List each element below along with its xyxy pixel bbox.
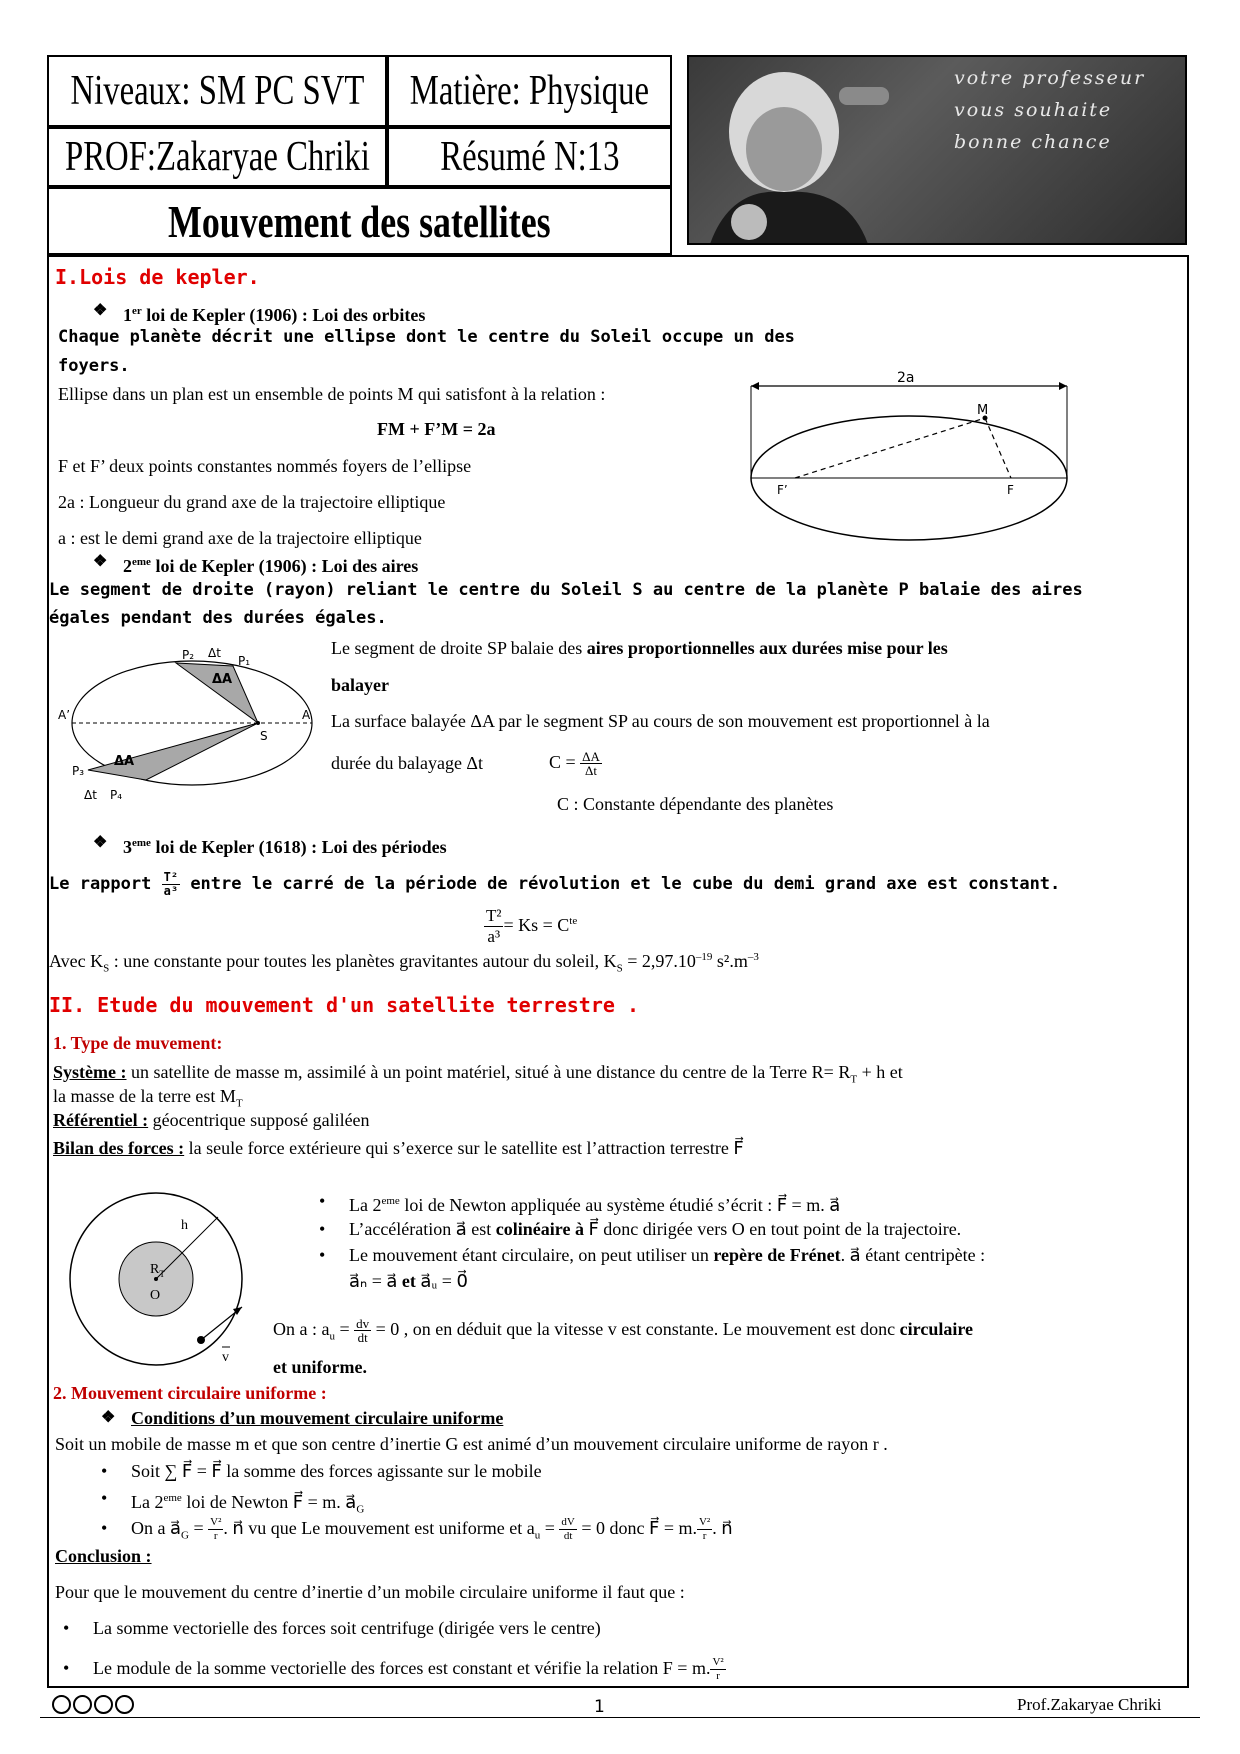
ellipse-relation: FM + F’M = 2a [377, 419, 496, 439]
frenet-components: a⃗ₙ = a⃗ et a⃗ᵤ = 0⃗ [349, 1271, 468, 1291]
law2-statement-1: Le segment de droite (rayon) reliant le centre du Soleil S au centre de la planète P balaie des aires [49, 580, 1083, 600]
conditions-title: ❖ Conditions d’un mouvement circulaire uniforme [131, 1407, 503, 1429]
levels-text: Niveaux: SM PC SVT [70, 68, 364, 114]
label-2a: 2a [897, 370, 915, 386]
subsection-2-title: 2. Mouvement circulaire uniforme : [53, 1383, 327, 1403]
teacher-chalkboard-photo [687, 55, 1187, 245]
subsection-1-title: 1. Type de muvement: [53, 1033, 223, 1053]
page-title: Mouvement des satellites [168, 195, 551, 247]
au-conclusion: et uniforme. [273, 1357, 367, 1377]
chalk-line-3: bonne chance [954, 131, 1112, 153]
chalk-line-2: vous souhaite [954, 99, 1113, 121]
prof-text: PROF:Zakaryae Chriki [64, 134, 370, 180]
page-number: 1 [594, 1697, 605, 1717]
satellite-orbit-figure [66, 1187, 266, 1387]
label-P2: P₂ [182, 648, 195, 662]
label-F-prime: F’ [777, 483, 788, 497]
conclusion-bullet-2: • Le module de la somme vectorielle des forces est constant et vérifie la relation F = m. $\frac{\text{V²}}{r}$ [93, 1650, 726, 1686]
referentiel-line: Référentiel : géocentrique supposé galiléen [53, 1110, 370, 1130]
section2-heading: II. Etude du mouvement d'un satellite terrestre . [49, 993, 640, 1017]
subject-cell [387, 55, 672, 127]
areas-figure [58, 633, 320, 803]
conclusion-label: Conclusion : [55, 1546, 152, 1566]
law3-statement: Le rapport $\frac{\text{T²}}{\text{a³}}$ entre le carré de la période de révolution et le cube du demi grand axe est constant. [49, 869, 1061, 898]
title-cell [47, 187, 672, 255]
law2-constant: C : Constante dépendante des planètes [557, 794, 834, 814]
chalk-line-1: votre professeur [954, 67, 1146, 89]
earth-mass-line: la masse de la terre est $M_T$ [53, 1086, 243, 1110]
conditions-text: Soit un mobile de masse m et que son centre d’inertie G est animé d’un mouvement circulaire uniforme de rayon r . [55, 1434, 888, 1454]
cc-license-icon [52, 1695, 134, 1714]
label-dA-bottom: ΔA [114, 754, 135, 769]
law2-statement-2: égales pendant des durées égales. [49, 608, 387, 628]
footer-rule [40, 1717, 1200, 1718]
sum-forces-bullet: • Soit ∑ F⃗ = F⃗ la somme des forces agissante sur le mobile [131, 1460, 542, 1482]
ks-definition: Avec $K_S$ : une constante pour toutes les planètes gravitantes autour du soleil, $K_S = 2,97.10^{-19}$ $s^2.m^{-3}$ [49, 951, 759, 975]
law2-formula: C = $\frac{\Delta A}{\Delta t}$ [549, 749, 600, 779]
au-derivation: On a : $a_u$ = $\frac{dv}{dt}$ = 0 , on en déduit que la vitesse v est constante. Le mouvement est donc circulaire [273, 1316, 973, 1346]
law1-title: ❖ 1er loi de Kepler (1906) : Loi des orbites [123, 300, 425, 326]
major-axis-definition: 2a : Longueur du grand axe de la trajectoire elliptique [58, 492, 446, 512]
label-A-prime: A’ [58, 708, 71, 722]
conclusion-text: Pour que le mouvement du centre d’inertie d’un mobile circulaire uniforme il faut que : [55, 1582, 685, 1602]
label-A: A [302, 708, 311, 722]
prof-cell [47, 127, 387, 187]
law3-title: ❖ 3eme loi de Kepler (1618) : Loi des périodes [123, 832, 447, 858]
section1-heading: I.Lois de kepler. [55, 265, 260, 289]
label-F: F [1007, 483, 1014, 497]
law1-statement-2: foyers. [58, 356, 130, 376]
resume-cell [387, 127, 672, 187]
semi-axis-definition: a : est le demi grand axe de la trajectoire elliptique [58, 528, 422, 548]
ellipse-figure [745, 368, 1075, 548]
footer-author: Prof.Zakaryae Chriki [1017, 1695, 1162, 1714]
acceleration-bullet: • On a $a⃗_G$ = $\frac{\text{V²}}{r}$ . n⃗ vu que Le mouvement est uniforme et $a_u$ = $\frac{dV}{dt}$ = 0 donc F⃗ = m. $\frac{\text{V²}}{r}$ . n⃗ [131, 1510, 733, 1554]
law2-text-1c: balayer [331, 675, 389, 695]
label-v: v [222, 1350, 229, 1365]
law2-text-2: La surface balayée ΔA par le segment SP au cours de son mouvement est proportionnel à la [331, 711, 990, 731]
newton-bullet: • La 2eme loi de Newton appliquée au système étudié s’écrit : F⃗ = m. a⃗ [349, 1190, 840, 1216]
resume-text: Résumé N:13 [439, 134, 620, 180]
label-h: h [181, 1218, 188, 1233]
label-dA-top: ΔA [212, 672, 233, 687]
ellipse-definition: Ellipse dans un plan est un ensemble de points M qui satisfont à la relation : [58, 384, 606, 404]
law2-title: ❖ 2eme loi de Kepler (1906) : Loi des aires [123, 551, 418, 577]
label-RT: $R_T$ [150, 1262, 165, 1279]
label-P4: P₄ [110, 788, 123, 802]
bilan-line: Bilan des forces : la seule force extérieure qui s’exerce sur le satellite est l’attraction terrestre F⃗ [53, 1138, 744, 1158]
law3-formula: $\frac{\text{T²}}{\text{a³}}$ = $Ks = C^{te}$ [486, 906, 578, 947]
foci-definition: F et F’ deux points constantes nommés foyers de l’ellipse [58, 456, 472, 476]
label-O: O [150, 1288, 161, 1303]
label-S: S [260, 729, 268, 743]
frenet-bullet: • Le mouvement étant circulaire, on peut utiliser un repère de Frénet. a⃗ étant centripète : [349, 1244, 985, 1266]
subject-text: Matière: Physique [409, 68, 650, 114]
law1-statement-1: Chaque planète décrit une ellipse dont le centre du Soleil occupe un des [58, 327, 795, 347]
law2-text-3: durée du balayage Δt [331, 753, 484, 773]
levels-cell [47, 55, 387, 127]
law2-text-1: Le segment de droite SP balaie des aires proportionnelles aux durées mise pour les [331, 638, 948, 658]
systeme-line: Système : un satellite de masse m, assimilé à un point matériel, situé à une distance du centre de la Terre $R= R_T + h$ et [53, 1062, 903, 1086]
label-M: M [977, 403, 989, 418]
colinear-bullet: • L’accélération a⃗ est colinéaire à F⃗ donc dirigée vers O en tout point de la trajectoire. [349, 1218, 961, 1240]
label-P3: P₃ [72, 764, 85, 778]
newton-bullet-2: • La 2eme loi de Newton F⃗ = m. $a⃗_G$ [131, 1487, 364, 1521]
conclusion-bullet-1: • La somme vectorielle des forces soit centrifuge (dirigée vers le centre) [93, 1617, 601, 1639]
label-P1: P₁ [238, 654, 251, 668]
label-dt-top: Δt [208, 646, 221, 660]
label-dt-bottom: Δt [84, 788, 97, 802]
